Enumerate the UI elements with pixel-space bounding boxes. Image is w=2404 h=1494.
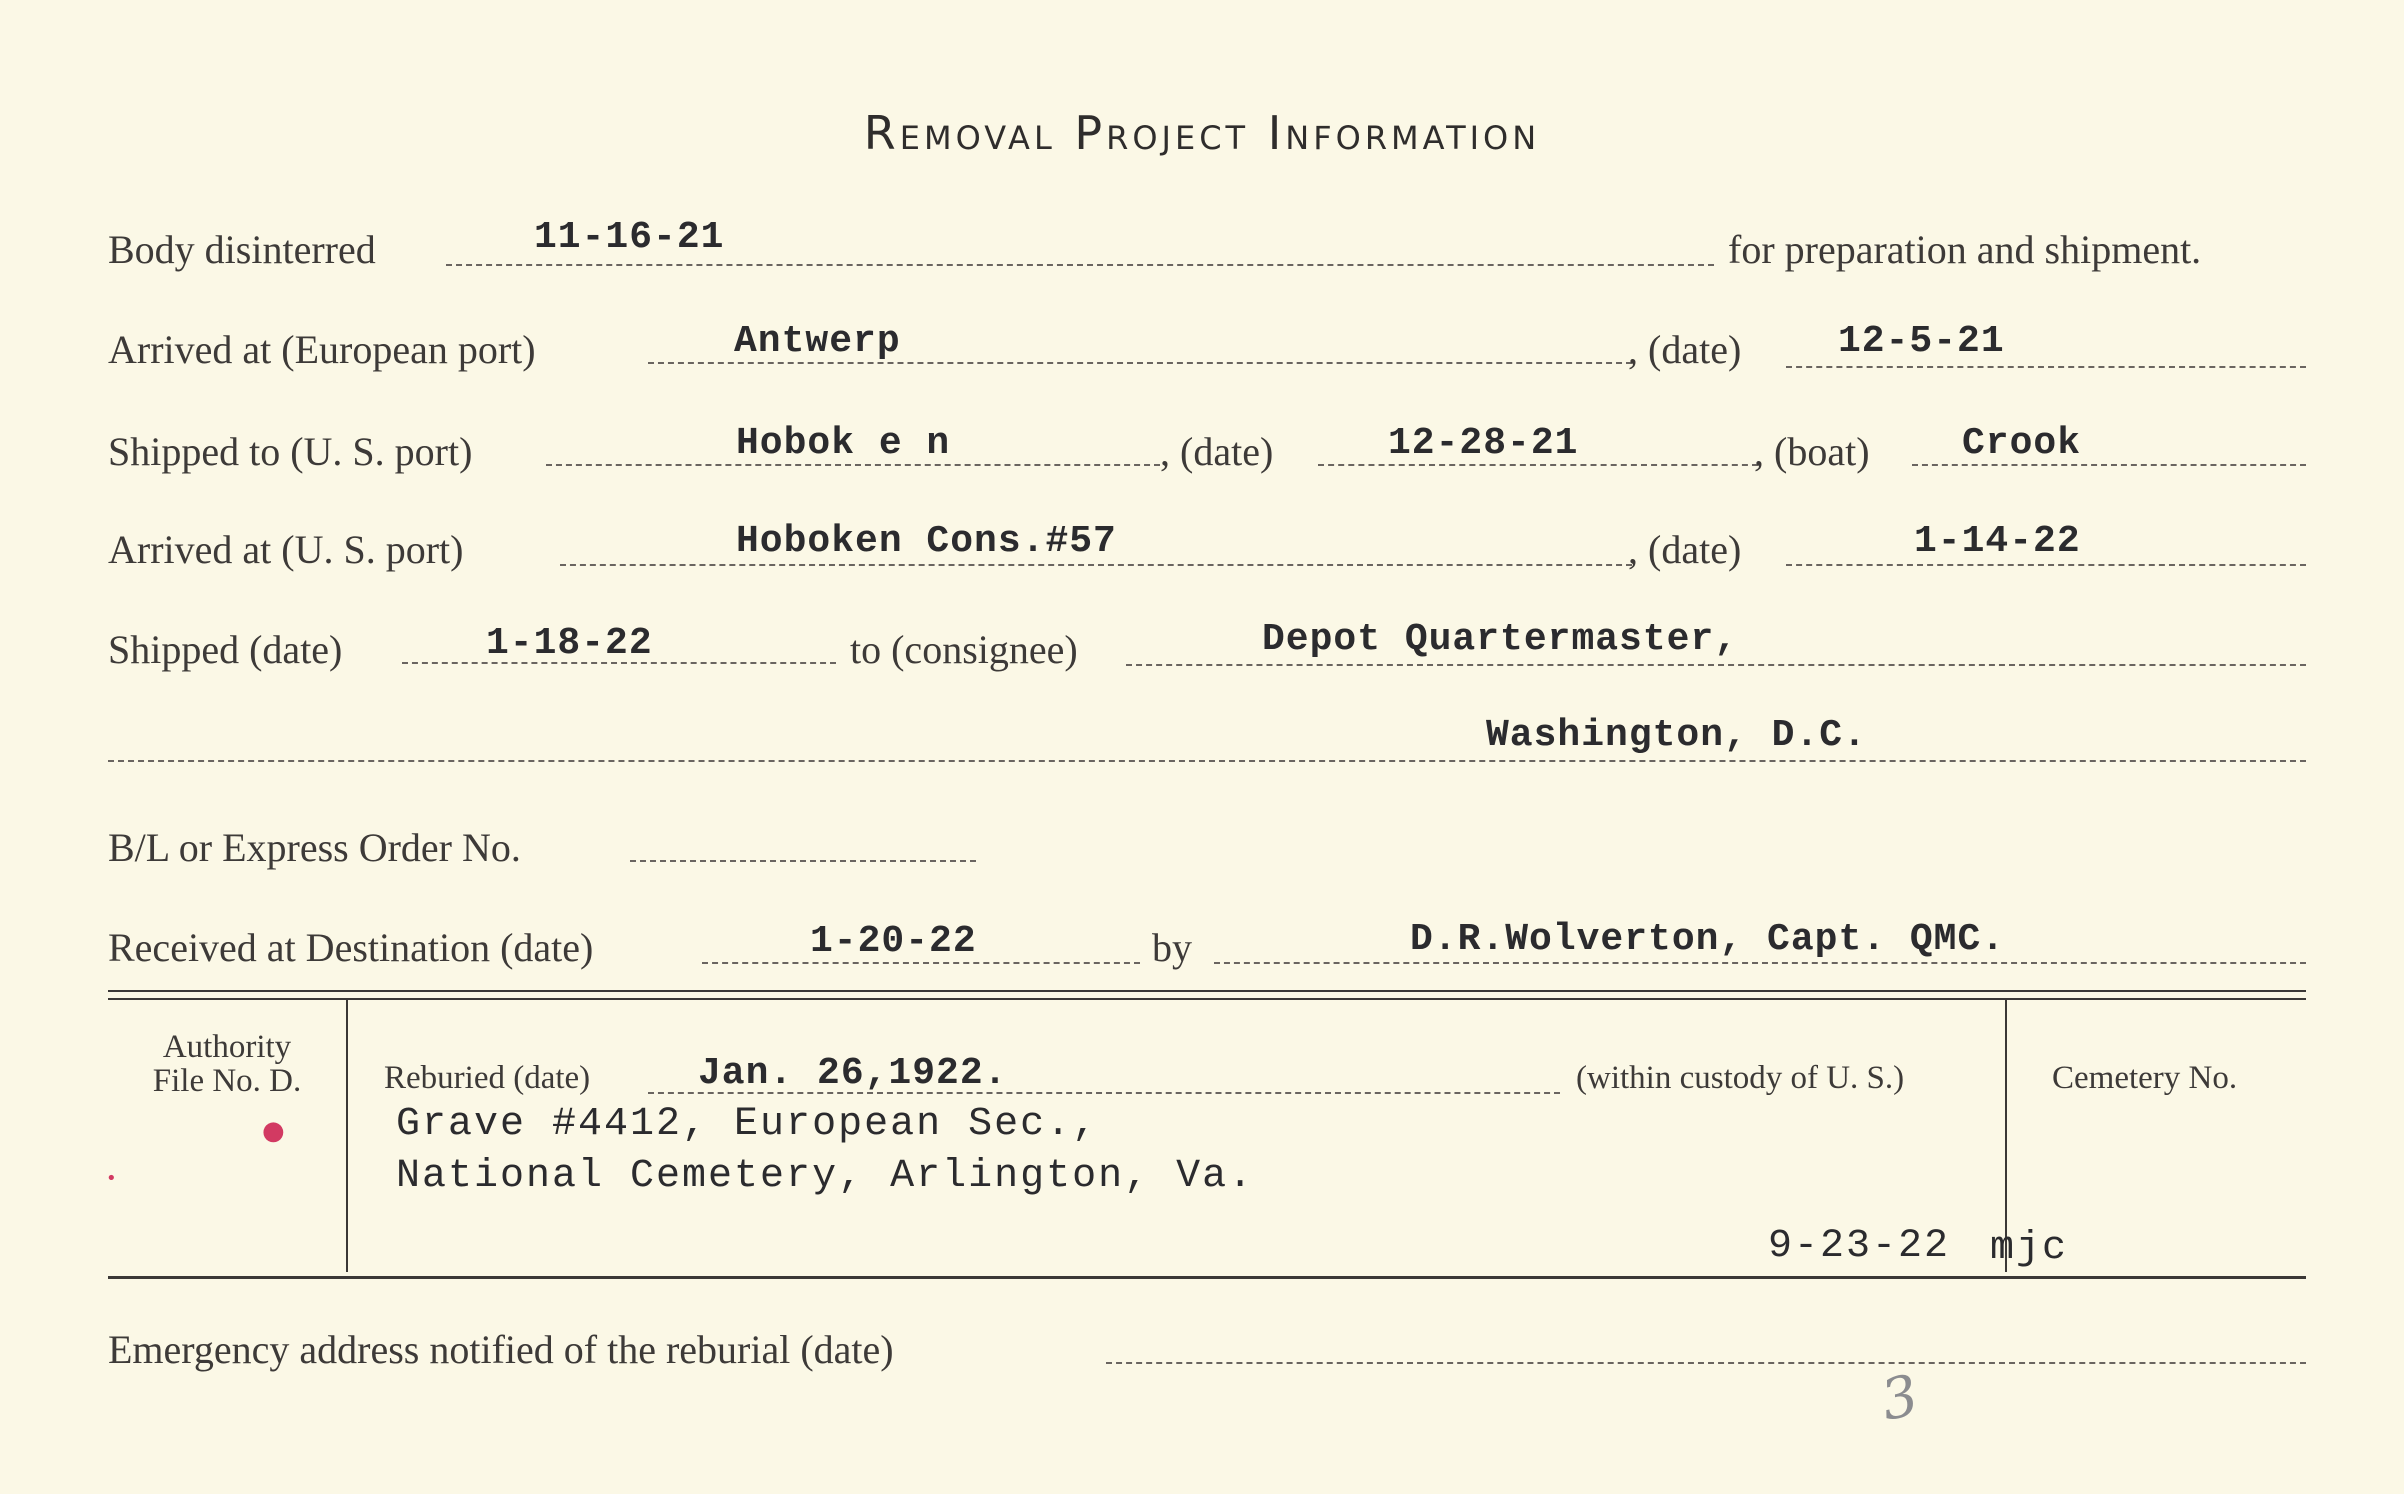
box-bottom-rule <box>108 1276 2306 1279</box>
disinterred-line <box>446 264 1714 266</box>
shipped-us-boat: Crook <box>1962 422 2082 465</box>
received-by-line <box>1214 962 2306 964</box>
received-label: Received at Destination (date) <box>108 925 594 970</box>
red-ink-speck: • <box>106 1168 117 1189</box>
authority-label-line-2: File No. D. <box>152 1063 302 1099</box>
box-top-rule-2 <box>108 998 2306 1000</box>
arrived-us-date-line <box>1786 564 2306 566</box>
custody-label: (within custody of U. S.) <box>1576 1060 1905 1096</box>
grave-line-2: National Cemetery, Arlington, Va. <box>396 1154 1255 1199</box>
disinterred-label: Body disinterred <box>108 227 376 272</box>
arrived-eu-value: Antwerp <box>734 320 901 363</box>
shipped-us-date-label: , (date) <box>1160 429 1274 474</box>
box-divider-left <box>346 1000 348 1272</box>
authority-label-line-1: Authority <box>162 1029 292 1065</box>
shipped-label: Shipped (date) <box>108 627 343 672</box>
bl-line <box>630 860 976 862</box>
arrived-eu-date-label: , (date) <box>1628 327 1742 372</box>
received-by: D.R.Wolverton, Capt. QMC. <box>1410 918 2006 961</box>
shipped-us-date: 12-28-21 <box>1388 422 1579 465</box>
arrived-eu-label: Arrived at (European port) <box>108 327 536 372</box>
disinterred-suffix: for preparation and shipment. <box>1728 227 2202 272</box>
arrived-eu-date: 12-5-21 <box>1838 320 2005 363</box>
arrived-us-date-label: , (date) <box>1628 527 1742 572</box>
note-initials: mjc <box>1990 1226 2069 1271</box>
arrived-us-label: Arrived at (U. S. port) <box>108 527 464 572</box>
consignee-label: to (consignee) <box>850 627 1078 672</box>
disinterred-value: 11-16-21 <box>534 216 725 259</box>
emergency-label: Emergency address notified of the reburial (date) <box>108 1327 894 1372</box>
pencil-mark: 3 <box>1875 1363 1925 1434</box>
consignee-line-2 <box>108 760 2306 762</box>
arrived-eu-date-line <box>1786 366 2306 368</box>
shipped-us-boat-label: , (boat) <box>1754 429 1870 474</box>
grave-line-1: Grave #4412, European Sec., <box>396 1102 1099 1147</box>
reburied-date: Jan. 26,1922. <box>698 1052 1008 1095</box>
received-date: 1-20-22 <box>810 920 977 963</box>
authority-label <box>108 1030 346 1098</box>
shipped-us-label: Shipped to (U. S. port) <box>108 429 473 474</box>
arrived-us-line <box>560 564 1632 566</box>
received-by-label: by <box>1152 925 1192 970</box>
arrived-us-date: 1-14-22 <box>1914 520 2081 563</box>
bl-label: B/L or Express Order No. <box>108 825 521 870</box>
consignee-line <box>1126 664 2306 666</box>
box-top-rule-1 <box>108 990 2306 992</box>
red-ink-mark: ● <box>262 1116 285 1146</box>
card-title: Removal Project Information <box>863 106 1541 160</box>
note-date: 9-23-22 <box>1768 1224 1951 1269</box>
cemetery-label: Cemetery No. <box>2052 1060 2238 1096</box>
emergency-line <box>1106 1362 2306 1364</box>
shipped-us-value: Hobok e n <box>736 422 951 465</box>
consignee-value: Depot Quartermaster, <box>1262 618 1739 661</box>
consignee-value-2: Washington, D.C. <box>1486 714 1867 757</box>
arrived-us-value: Hoboken Cons.#57 <box>736 520 1117 563</box>
reburied-label: Reburied (date) <box>384 1060 591 1096</box>
shipped-date: 1-18-22 <box>486 622 653 665</box>
